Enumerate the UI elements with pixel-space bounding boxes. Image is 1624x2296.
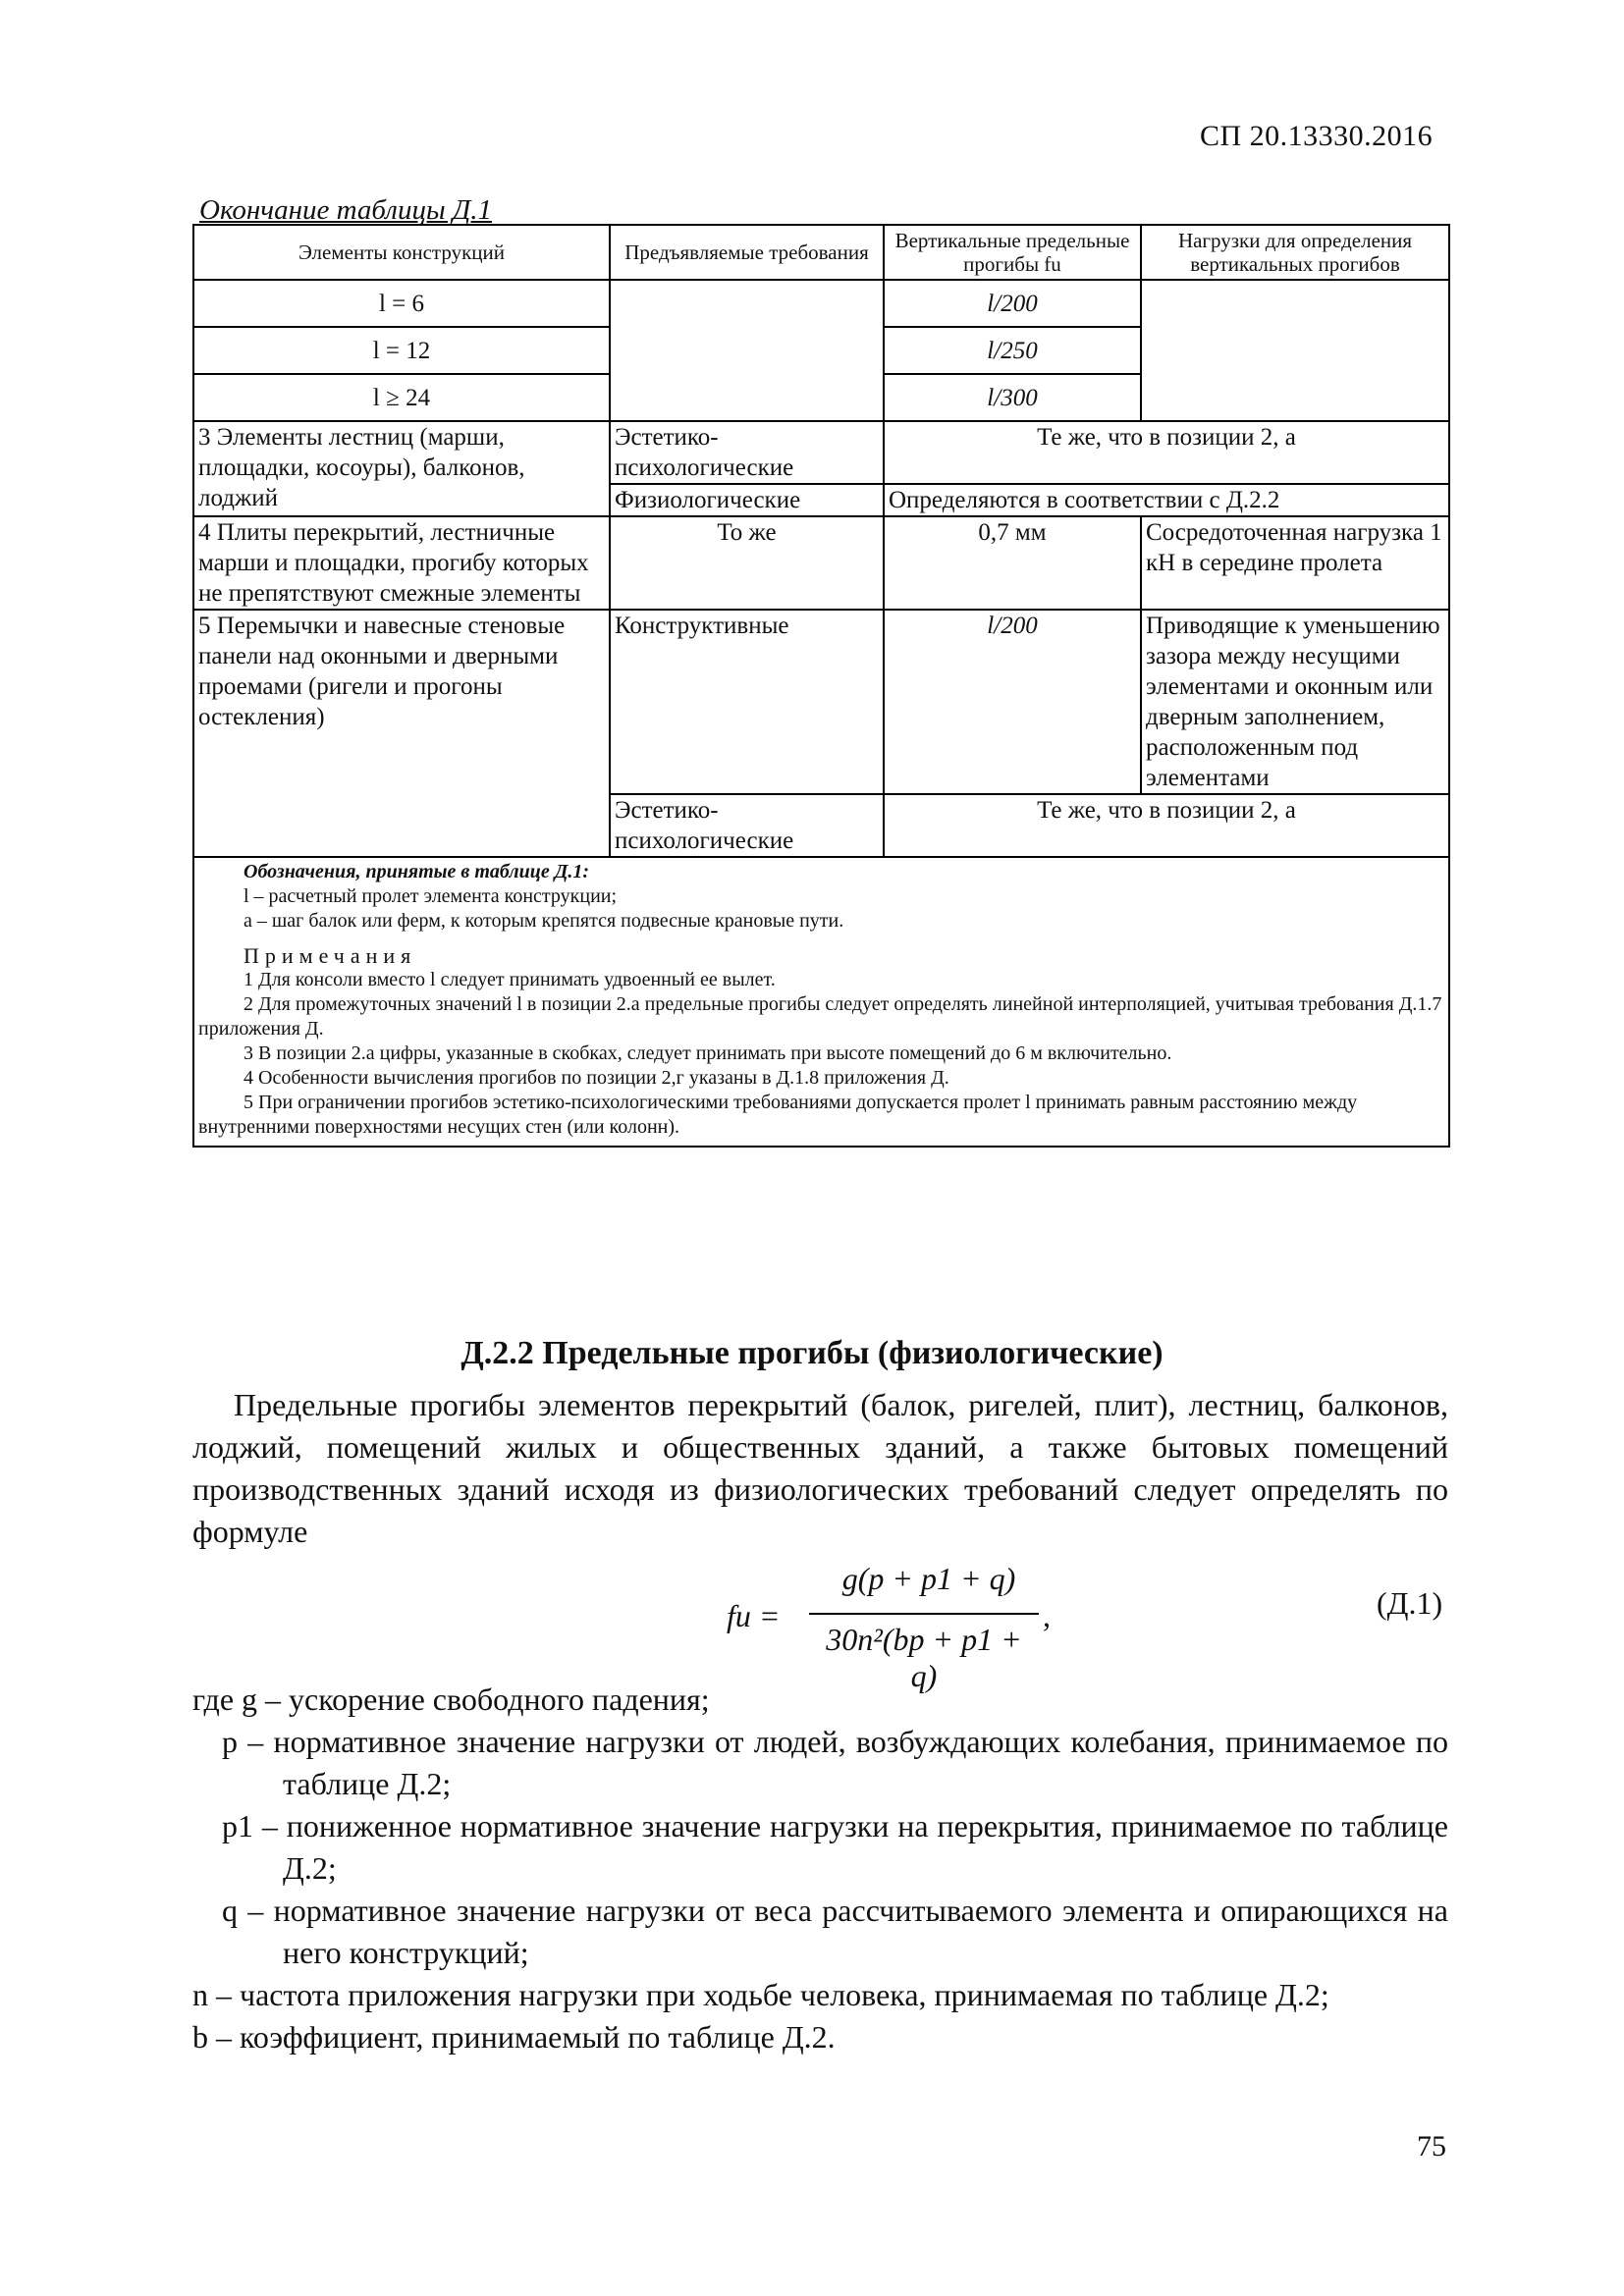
table-header-row — [193, 225, 1449, 280]
cell-span-12: l = 12 — [193, 327, 610, 374]
definition-g: где g – ускорение свободного падения; — [192, 1682, 710, 1717]
formula-comma: , — [1043, 1598, 1051, 1633]
table-notes-row — [193, 857, 1449, 1147]
table-row — [193, 280, 1449, 327]
cell-limit-250: l/250 — [884, 327, 1141, 374]
cell-row4-load: Сосредоточенная нагрузка 1 кН в середине пролета — [1141, 516, 1449, 610]
definition-p: p – нормативное значение нагрузки от людей, возбуждающих колебания, принимаемое по таблице Д.2; — [222, 1724, 1448, 1801]
document-code: СП 20.13330.2016 — [1200, 120, 1434, 152]
section-heading: Д.2.2 Предельные прогибы (физиологические) — [460, 1335, 1164, 1371]
header-elements: Элементы конструкций — [193, 225, 610, 280]
header-loads: Нагрузки для определения вертикальных прогибов — [1141, 225, 1449, 280]
cell-row5-element: 5 Перемычки и навесные стеновые панели над оконными и дверными проемами (ригели и прогоны остекления) — [193, 610, 610, 857]
cell-row4-req: То же — [610, 516, 884, 610]
header-limit-deflections: Вертикальные предельные прогибы fu — [884, 225, 1141, 280]
table-row — [193, 421, 1449, 484]
cell-row3-req-aesthetic: Эстетико-психологические — [610, 421, 884, 484]
legend-a: а – шаг балок или ферм, к которым крепятся подвесные крановые пути. — [244, 910, 844, 932]
note-2: 2 Для промежуточных значений l в позиции 2.а предельные прогибы следует определять линейной интерполяцией, учитывая требования Д.1.7 приложения Д. — [198, 993, 1442, 1040]
table-row — [193, 516, 1449, 610]
cell-limit-300: l/300 — [884, 374, 1141, 421]
definition-n: n – частота приложения нагрузки при ходьбе человека, принимаемая по таблице Д.2; — [192, 1977, 1329, 2012]
cell-span-6: l = 6 — [193, 280, 610, 327]
formula-number: (Д.1) — [1377, 1585, 1443, 1621]
cell-row3-req-physiological: Физиологические — [610, 484, 884, 516]
cell-row5-limit: l/200 — [884, 610, 1141, 794]
formula-lhs: fu = — [727, 1598, 781, 1633]
cell-empty-load — [1141, 280, 1449, 421]
notes-cell — [193, 857, 1449, 1147]
note-5: 5 При ограничении прогибов эстетико-психологическими требованиями допускается пролет l принимать равным расстоянию между внутренними поверхностями несущих стен (или колонн). — [198, 1092, 1358, 1138]
section-paragraph: Предельные прогибы элементов перекрытий (балок, ригелей, плит), лестниц, балконов, лоджий, помещений жилых и общественных зданий, а также бытовых помещений производственных зданий исходя из физиологических требований следует определять по формуле — [192, 1387, 1448, 1549]
cell-row5-load: Приводящие к уменьшению зазора между несущими элементами и оконным или дверным заполнением, расположенным под элементами — [1141, 610, 1449, 794]
legend-l: l – расчетный пролет элемента конструкции; — [244, 885, 618, 907]
header-requirements: Предъявляемые требования — [610, 225, 884, 280]
cell-row5-same-as-2a: Те же, что в позиции 2, а — [884, 794, 1449, 857]
table-row — [193, 610, 1449, 794]
note-4: 4 Особенности вычисления прогибов по позиции 2,г указаны в Д.1.8 приложения Д. — [244, 1067, 949, 1089]
formula-numerator: g(p + p1 + q) — [841, 1561, 1016, 1596]
cell-row5-req-aesthetic: Эстетико-психологические — [610, 794, 884, 857]
cell-row3-determined: Определяются в соответствии с Д.2.2 — [884, 484, 1449, 516]
legend-title: Обозначения, принятые в таблице Д.1: — [244, 861, 590, 882]
formula-denominator: 30n²(bp + p1 + q) — [826, 1622, 1022, 1693]
definition-b: b – коэффициент, принимаемый по таблице Д.2. — [192, 2019, 836, 2055]
note-3: 3 В позиции 2.а цифры, указанные в скобках, следует принимать при высоте помещений до 6 м включительно. — [244, 1042, 1172, 1064]
note-1: 1 Для консоли вместо l следует принимать удвоенный ее вылет. — [244, 969, 776, 990]
notes-title: Примечания — [244, 943, 417, 968]
deflection-table — [192, 224, 1450, 1148]
definition-p1: p1 – пониженное нормативное значение нагрузки на перекрытия, принимаемое по таблице Д.2; — [222, 1808, 1448, 1886]
cell-row4-element: 4 Плиты перекрытий, лестничные марши и площадки, прогибу которых не препятствуют смежные элементы — [193, 516, 610, 610]
definitions-list — [192, 1679, 1448, 2058]
cell-row5-req-constructive: Конструктивные — [610, 610, 884, 794]
formula-fraction-bar — [809, 1613, 1039, 1615]
cell-limit-200: l/200 — [884, 280, 1141, 327]
table-caption: Окончание таблицы Д.1 — [199, 194, 493, 226]
cell-span-24: l ≥ 24 — [193, 374, 610, 421]
page-number: 75 — [1417, 2130, 1446, 2163]
cell-row3-element: 3 Элементы лестниц (марши, площадки, косоуры), балконов, лоджий — [193, 421, 610, 516]
definition-q: q – нормативное значение нагрузки от веса рассчитываемого элемента и опирающихся на него конструкций; — [222, 1893, 1448, 1970]
cell-row3-same-as-2a: Те же, что в позиции 2, а — [884, 421, 1449, 484]
cell-empty-requirement — [610, 280, 884, 421]
formula-d1 — [727, 1561, 1060, 1693]
cell-row4-limit: 0,7 мм — [884, 516, 1141, 610]
